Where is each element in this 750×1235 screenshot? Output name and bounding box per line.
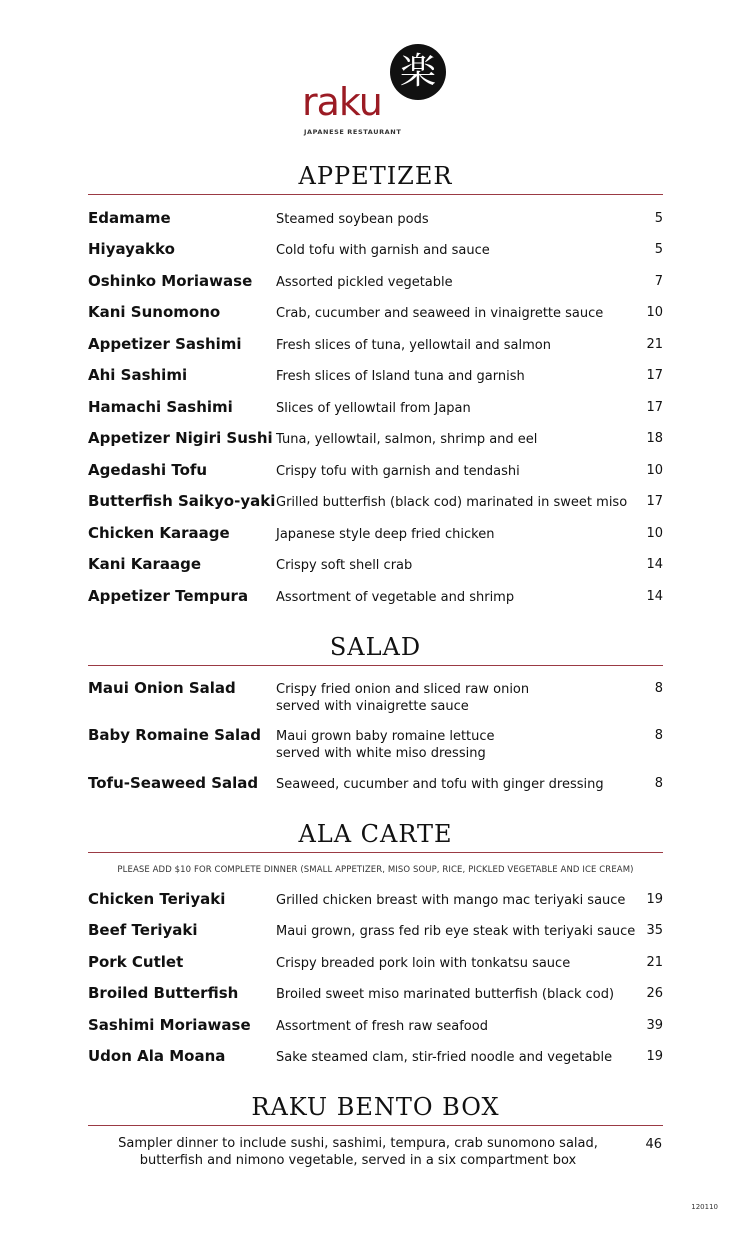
item-description-line: served with white miso dressing xyxy=(276,746,486,761)
logo-wordmark: raku xyxy=(302,80,382,124)
item-name: Kani Sunomono xyxy=(88,303,221,321)
item-price: 5 xyxy=(654,211,663,226)
item-name: Edamame xyxy=(88,209,171,227)
item-name: Udon Ala Moana xyxy=(88,1047,226,1065)
menu-item xyxy=(88,587,663,617)
menu-item xyxy=(88,726,663,766)
item-name: Broiled Butterfish xyxy=(88,984,239,1002)
item-description: Steamed soybean pods xyxy=(276,212,429,227)
item-name: Agedashi Tofu xyxy=(88,461,208,479)
bento-description-line: butterfish and nimono vegetable, served in a six compartment box xyxy=(139,1153,577,1168)
bento-divider xyxy=(88,1125,663,1126)
item-description: Maui grown, grass fed rib eye steak with teriyaki sauce xyxy=(276,924,636,939)
bento-description xyxy=(88,1135,628,1169)
bento-heading: RAKU BENTO BOX xyxy=(251,1093,500,1121)
item-name: Beef Teriyaki xyxy=(88,921,198,939)
item-name: Butterfish Saikyo-yaki xyxy=(88,492,276,510)
item-name: Chicken Teriyaki xyxy=(88,890,226,908)
item-name: Sashimi Moriawase xyxy=(88,1016,251,1034)
item-name: Appetizer Nigiri Sushi xyxy=(88,429,273,447)
item-description-line: Crispy fried onion and sliced raw onion xyxy=(276,682,530,697)
item-description-line: Maui grown baby romaine lettuce xyxy=(276,729,495,744)
item-price: 7 xyxy=(654,274,663,289)
item-description: Assorted pickled vegetable xyxy=(276,275,453,290)
item-description: Assortment of vegetable and shrimp xyxy=(276,590,515,605)
menu-item xyxy=(88,890,663,920)
item-name: Appetizer Tempura xyxy=(88,587,249,605)
alacarte-heading: ALA CARTE xyxy=(298,820,453,848)
item-price: 8 xyxy=(654,728,663,743)
appetizer-divider xyxy=(88,194,663,195)
item-name: Kani Karaage xyxy=(88,555,202,573)
menu-item xyxy=(88,1047,663,1077)
item-price: 8 xyxy=(654,776,663,791)
bento-description-line: Sampler dinner to include sushi, sashimi, tempura, crab sunomono salad, xyxy=(118,1136,598,1151)
item-description: Fresh slices of tuna, yellowtail and salmon xyxy=(276,338,551,353)
logo-kanji-emblem: 楽 xyxy=(390,44,446,100)
item-name: Hamachi Sashimi xyxy=(88,398,233,416)
item-description: Slices of yellowtail from Japan xyxy=(276,401,471,416)
item-price: 14 xyxy=(646,557,663,572)
item-price: 14 xyxy=(646,589,663,604)
menu-item xyxy=(88,303,663,333)
menu-item xyxy=(88,492,663,522)
item-description xyxy=(276,728,495,762)
item-price: 19 xyxy=(646,1049,663,1064)
item-name: Oshinko Moriawase xyxy=(88,272,253,290)
menu-item xyxy=(88,555,663,585)
bento-price: 46 xyxy=(645,1137,662,1152)
item-description-line: served with vinaigrette sauce xyxy=(276,699,469,714)
item-name: Hiyayakko xyxy=(88,240,175,258)
item-name: Maui Onion Salad xyxy=(88,679,236,697)
item-description: Fresh slices of Island tuna and garnish xyxy=(276,369,525,384)
menu-item xyxy=(88,774,663,804)
item-name: Baby Romaine Salad xyxy=(88,726,262,744)
item-description: Japanese style deep fried chicken xyxy=(276,527,495,542)
item-price: 8 xyxy=(654,681,663,696)
menu-item xyxy=(88,272,663,302)
item-description: Crispy soft shell crab xyxy=(276,558,413,573)
menu-item xyxy=(88,1016,663,1046)
menu-item xyxy=(88,429,663,459)
item-description: Cold tofu with garnish and sauce xyxy=(276,243,490,258)
item-description: Crispy breaded pork loin with tonkatsu sauce xyxy=(276,956,571,971)
restaurant-logo xyxy=(300,42,450,142)
item-price: 35 xyxy=(646,923,663,938)
alacarte-divider xyxy=(88,852,663,853)
item-description: Tuna, yellowtail, salmon, shrimp and eel xyxy=(276,432,538,447)
menu-item xyxy=(88,524,663,554)
salad-heading: SALAD xyxy=(329,633,422,661)
item-price: 26 xyxy=(646,986,663,1001)
item-name: Appetizer Sashimi xyxy=(88,335,242,353)
item-name: Ahi Sashimi xyxy=(88,366,188,384)
menu-item xyxy=(88,240,663,270)
item-description: Broiled sweet miso marinated butterfish (black cod) xyxy=(276,987,615,1002)
menu-item xyxy=(88,461,663,491)
item-price: 18 xyxy=(646,431,663,446)
item-name: Tofu-Seaweed Salad xyxy=(88,774,259,792)
appetizer-heading: APPETIZER xyxy=(298,162,453,190)
menu-item xyxy=(88,921,663,951)
item-price: 17 xyxy=(646,494,663,509)
item-description: Grilled chicken breast with mango mac teriyaki sauce xyxy=(276,893,626,908)
menu-version-code: 120110 xyxy=(691,1203,718,1211)
item-price: 10 xyxy=(646,463,663,478)
menu-item xyxy=(88,335,663,365)
item-description: Assortment of fresh raw seafood xyxy=(276,1019,488,1034)
item-price: 10 xyxy=(646,305,663,320)
menu-item xyxy=(88,953,663,983)
item-price: 21 xyxy=(646,337,663,352)
menu-item xyxy=(88,679,663,719)
item-description: Crispy tofu with garnish and tendashi xyxy=(276,464,520,479)
item-price: 17 xyxy=(646,400,663,415)
item-price: 19 xyxy=(646,892,663,907)
menu-item xyxy=(88,366,663,396)
menu-item xyxy=(88,398,663,428)
menu-item xyxy=(88,984,663,1014)
complete-dinner-note: PLEASE ADD $10 FOR COMPLETE DINNER (SMALL APPETIZER, MISO SOUP, RICE, PICKLED VEGETABLE AND ICE CREAM) xyxy=(117,865,634,875)
item-price: 39 xyxy=(646,1018,663,1033)
item-description: Seaweed, cucumber and tofu with ginger dressing xyxy=(276,777,604,792)
item-price: 10 xyxy=(646,526,663,541)
item-description: Crab, cucumber and seaweed in vinaigrette sauce xyxy=(276,306,604,321)
item-name: Pork Cutlet xyxy=(88,953,184,971)
item-price: 21 xyxy=(646,955,663,970)
item-description: Sake steamed clam, stir-fried noodle and vegetable xyxy=(276,1050,613,1065)
item-description xyxy=(276,681,529,715)
item-description: Grilled butterfish (black cod) marinated in sweet miso xyxy=(276,495,628,510)
item-price: 17 xyxy=(646,368,663,383)
menu-item xyxy=(88,209,663,239)
item-name: Chicken Karaage xyxy=(88,524,230,542)
salad-divider xyxy=(88,665,663,666)
item-price: 5 xyxy=(654,242,663,257)
logo-subtitle: JAPANESE RESTAURANT xyxy=(304,128,402,136)
